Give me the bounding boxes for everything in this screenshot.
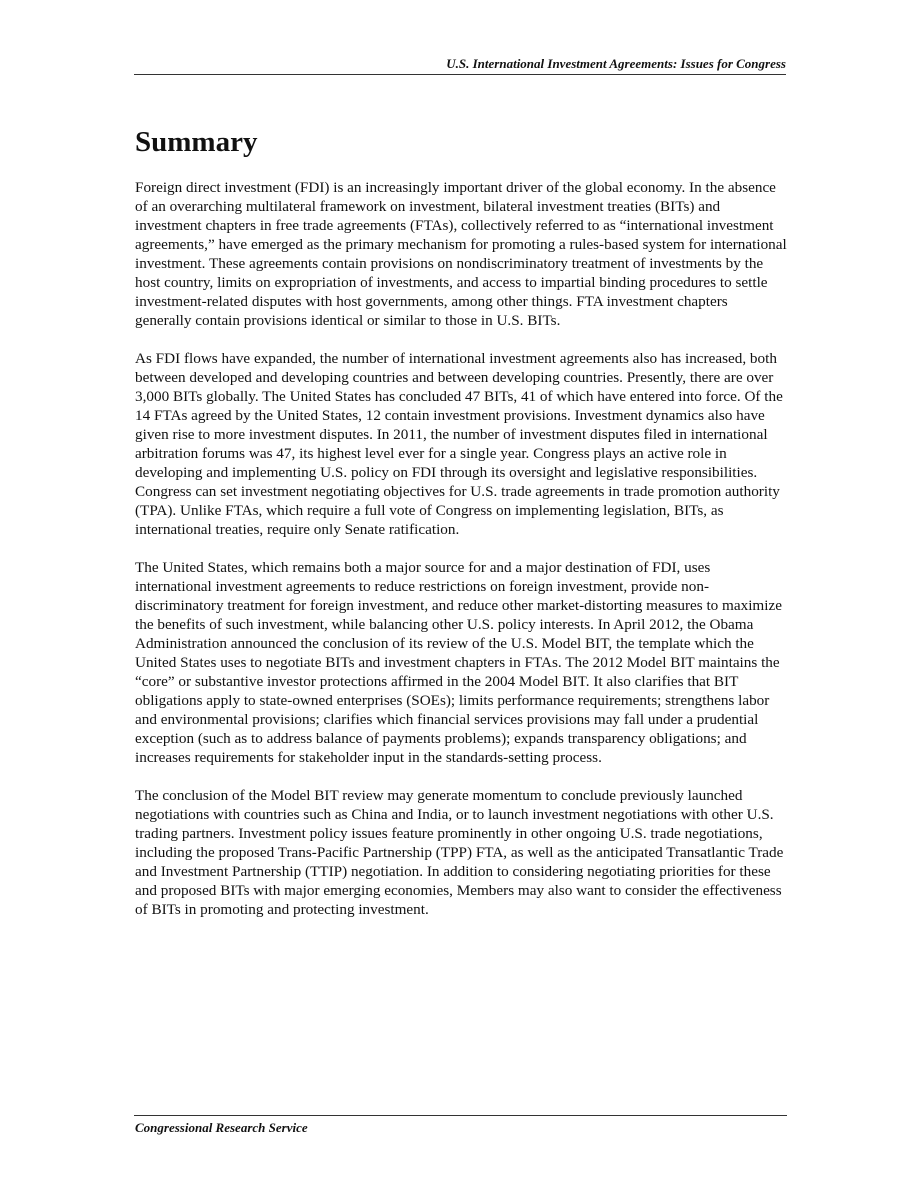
summary-paragraph-4: The conclusion of the Model BIT review may generate momentum to conclude previously launched negotiations with countries such as China and India, or to launch investment negotiations with other U.S. trading partners. Investment policy issues feature prominently in other ongoing U.S. trade negotiations, including the proposed Trans-Pacific Partnership (TPP) FTA, as well as the anticipated Transatlantic Trade and Investment Partnership (TTIP) negotiation. In addition to considering negotiating priorities for these and proposed BITs with major emerging economies, Members may also want to consider the effectiveness of BITs in promoting and protecting investment. <box>135 787 784 918</box>
running-footer: Congressional Research Service <box>135 1120 308 1135</box>
summary-paragraph-3: The United States, which remains both a major source for and a major destination of FDI, uses international investment agreements to reduce restrictions on foreign investment, provide non-discriminatory treatment for foreign investment, and reduce other market-distorting measures to maximize the benefits of such investment, while balancing other U.S. policy interests. In April 2012, the Obama Administration announced the conclusion of its review of the U.S. Model BIT, the template which the United States uses to negotiate BITs and investment chapters in FTAs. The 2012 Model BIT maintains the “core” or substantive investor protections affirmed in the 2004 Model BIT. It also clarifies that BIT obligations apply to state-owned enterprises (SOEs); limits performance requirements; strengthens labor and environmental provisions; clarifies which financial services provisions may fall under a prudential exception (such as to address balance of payments problems); expands transparency obligations; and increases requirements for stakeholder input in the standards-setting process. <box>135 559 782 766</box>
summary-paragraph-2: As FDI flows have expanded, the number of international investment agreements also has increased, both between developed and developing countries and between developing countries. Presently, there are over 3,000 BITs globally. The United States has concluded 47 BITs, 41 of which have entered into force. Of the 14 FTAs agreed by the United States, 12 contain investment provisions. Investment dynamics also have given rise to more investment disputes. In 2011, the number of investment disputes filed in international arbitration forums was 47, its highest level ever for a single year. Congress plays an active role in developing and implementing U.S. policy on FDI through its oversight and legislative responsibilities. Congress can set investment negotiating objectives for U.S. trade agreements in trade promotion authority (TPA). Unlike FTAs, which require a full vote of Congress on implementing legislation, BITs, as international treaties, require only Senate ratification. <box>135 350 783 538</box>
summary-paragraph-1: Foreign direct investment (FDI) is an increasingly important driver of the global economy. In the absence of an overarching multilateral framework on investment, bilateral investment treaties (BITs) and investment chapters in free trade agreements (FTAs), collectively referred to as “international investment agreements,” have emerged as the primary mechanism for promoting a rules-based system for international investment. These agreements contain provisions on nondiscriminatory treatment of investments by the host country, limits on expropriation of investments, and access to impartial binding procedures to settle investment-related disputes with host governments, among other things. FTA investment chapters generally contain provisions identical or similar to those in U.S. BITs. <box>135 179 787 329</box>
running-header: U.S. International Investment Agreements: Issues for Congress <box>134 56 786 75</box>
section-title: Summary <box>135 126 258 158</box>
summary-body <box>135 178 787 938</box>
footer-divider <box>134 1115 787 1116</box>
